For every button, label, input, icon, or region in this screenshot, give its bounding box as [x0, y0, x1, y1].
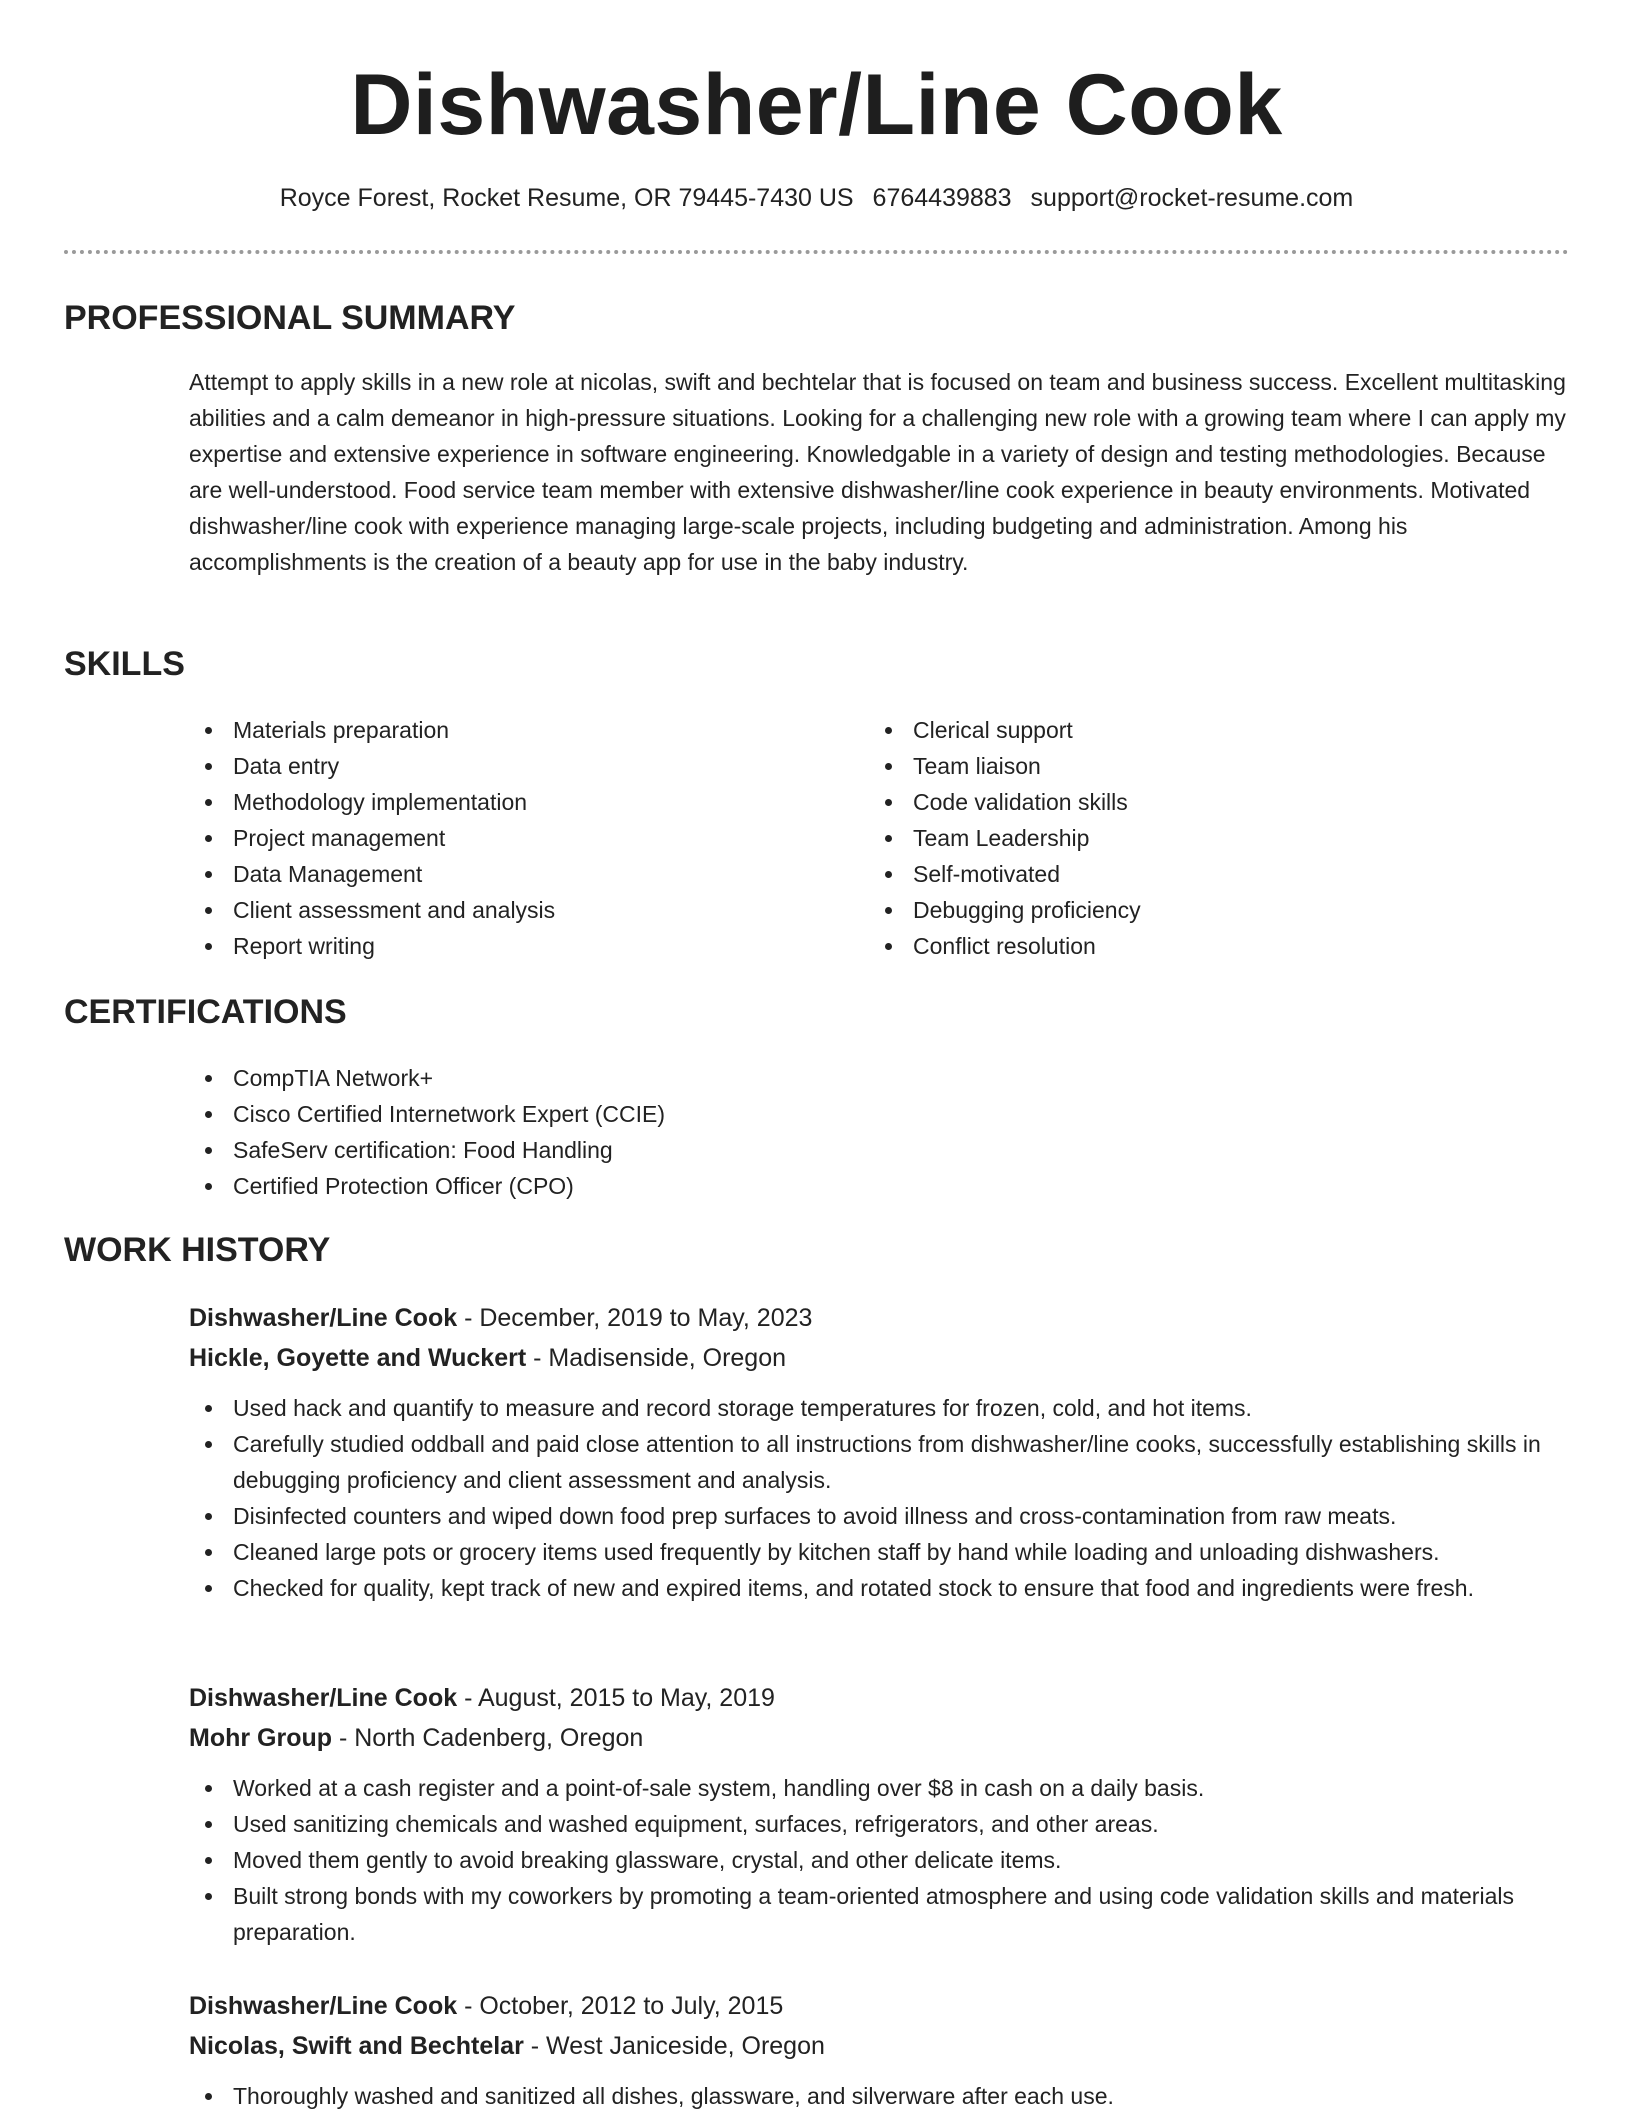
job-company-line: [189, 1338, 1569, 1378]
job-location: - Madisenside, Oregon: [526, 1344, 787, 1372]
job-duty-item: Disinfected counters and wiped down food prep surfaces to avoid illness and cross-contamination from raw meats.: [189, 1498, 1569, 1534]
job-role: Dishwasher/Line Cook: [189, 1992, 458, 2020]
skills-list-left: [189, 712, 829, 964]
job-company-line: [189, 1718, 1569, 1758]
job-duty-item: Used hack and quantify to measure and record storage temperatures for frozen, cold, and hot items.: [189, 1390, 1569, 1426]
skill-item: Self-motivated: [869, 856, 1509, 892]
job-duties-list: [189, 1770, 1569, 1950]
certification-item: Cisco Certified Internetwork Expert (CCIE): [189, 1096, 665, 1132]
certification-item: Certified Protection Officer (CPO): [189, 1168, 665, 1204]
skill-item: Conflict resolution: [869, 928, 1509, 964]
job-title-line: [189, 1678, 1569, 1718]
section-title-work-history: WORK HISTORY: [64, 1231, 331, 1269]
job-company-line: [189, 2026, 1569, 2066]
certification-item: CompTIA Network+: [189, 1060, 665, 1096]
contact-phone: 6764439883: [872, 184, 1012, 212]
job-duty-item: Built strong bonds with my coworkers by promoting a team-oriented atmosphere and using code validation skills and materials preparation.: [189, 1878, 1569, 1950]
certifications-list: [189, 1060, 665, 1204]
job-duty-item: Thoroughly washed and sanitized all dishes, glassware, and silverware after each use.: [189, 2078, 1569, 2114]
job-company: Nicolas, Swift and Bechtelar: [189, 2032, 524, 2060]
job-role: Dishwasher/Line Cook: [189, 1304, 458, 1332]
skill-item: Debugging proficiency: [869, 892, 1509, 928]
job-entry: [189, 1298, 1569, 1606]
contact-email[interactable]: support@rocket-resume.com: [1030, 184, 1354, 212]
job-duty-item: Used sanitizing chemicals and washed equipment, surfaces, refrigerators, and other areas.: [189, 1806, 1569, 1842]
header-divider: [64, 250, 1569, 254]
job-entry: [189, 1678, 1569, 1950]
job-duties-list: [189, 2078, 1569, 2114]
skills-list-right: [869, 712, 1509, 964]
skill-item: Materials preparation: [189, 712, 829, 748]
skill-item: Report writing: [189, 928, 829, 964]
certification-item: SafeServ certification: Food Handling: [189, 1132, 665, 1168]
job-company: Hickle, Goyette and Wuckert: [189, 1344, 527, 1372]
job-duty-item: Cleaned large pots or grocery items used frequently by kitchen staff by hand while loading and unloading dishwashers.: [189, 1534, 1569, 1570]
job-duties-list: [189, 1390, 1569, 1606]
skill-item: Project management: [189, 820, 829, 856]
job-duty-item: Moved them gently to avoid breaking glassware, crystal, and other delicate items.: [189, 1842, 1569, 1878]
skill-item: Data Management: [189, 856, 829, 892]
job-duty-item: Checked for quality, kept track of new and expired items, and rotated stock to ensure that food and ingredients were fresh.: [189, 1570, 1569, 1606]
resume-title: Dishwasher/Line Cook: [350, 57, 1283, 153]
job-role: Dishwasher/Line Cook: [189, 1684, 458, 1712]
job-duty-item: Worked at a cash register and a point-of-sale system, handling over $8 in cash on a daily basis.: [189, 1770, 1569, 1806]
skill-item: Methodology implementation: [189, 784, 829, 820]
job-dates: - December, 2019 to May, 2023: [457, 1304, 813, 1332]
job-title-line: [189, 1986, 1569, 2026]
job-location: - West Janiceside, Oregon: [523, 2032, 825, 2060]
summary-text: Attempt to apply skills in a new role at nicolas, swift and bechtelar that is focused on team and business success. Excellent multitasking abilities and a calm demeanor in high-pressure situations. Looking for a challenging new role with a growing team where I can apply my expertise and extensive experience in software engineering. Knowledgable in a variety of design and testing methodologies. Because are well-understood. Food service team member with extensive dishwasher/line cook experience in beauty environments. Motivated dishwasher/line cook with experience managing large-scale projects, including budgeting and administration. Among his accomplishments is the creation of a beauty app for use in the baby industry.: [189, 369, 1566, 575]
job-dates: - October, 2012 to July, 2015: [457, 1992, 784, 2020]
job-company: Mohr Group: [189, 1724, 333, 1752]
job-entry: [189, 1986, 1569, 2114]
job-dates: - August, 2015 to May, 2019: [457, 1684, 775, 1712]
section-title-skills: SKILLS: [64, 645, 185, 683]
resume-page: [64, 0, 1569, 2109]
contact-address: Royce Forest, Rocket Resume, OR 79445-7430 US: [279, 184, 854, 212]
job-location: - North Cadenberg, Oregon: [332, 1724, 644, 1752]
section-title-certifications: CERTIFICATIONS: [64, 993, 347, 1031]
skill-item: Team Leadership: [869, 820, 1509, 856]
skill-item: Data entry: [189, 748, 829, 784]
skill-item: Code validation skills: [869, 784, 1509, 820]
skill-item: Clerical support: [869, 712, 1509, 748]
contact-line: [64, 182, 1569, 214]
job-title-line: [189, 1298, 1569, 1338]
job-duty-item: Carefully studied oddball and paid close attention to all instructions from dishwasher/line cooks, successfully establishing skills in debugging proficiency and client assessment and analysis.: [189, 1426, 1569, 1498]
skill-item: Client assessment and analysis: [189, 892, 829, 928]
skill-item: Team liaison: [869, 748, 1509, 784]
section-title-summary: PROFESSIONAL SUMMARY: [64, 299, 516, 337]
